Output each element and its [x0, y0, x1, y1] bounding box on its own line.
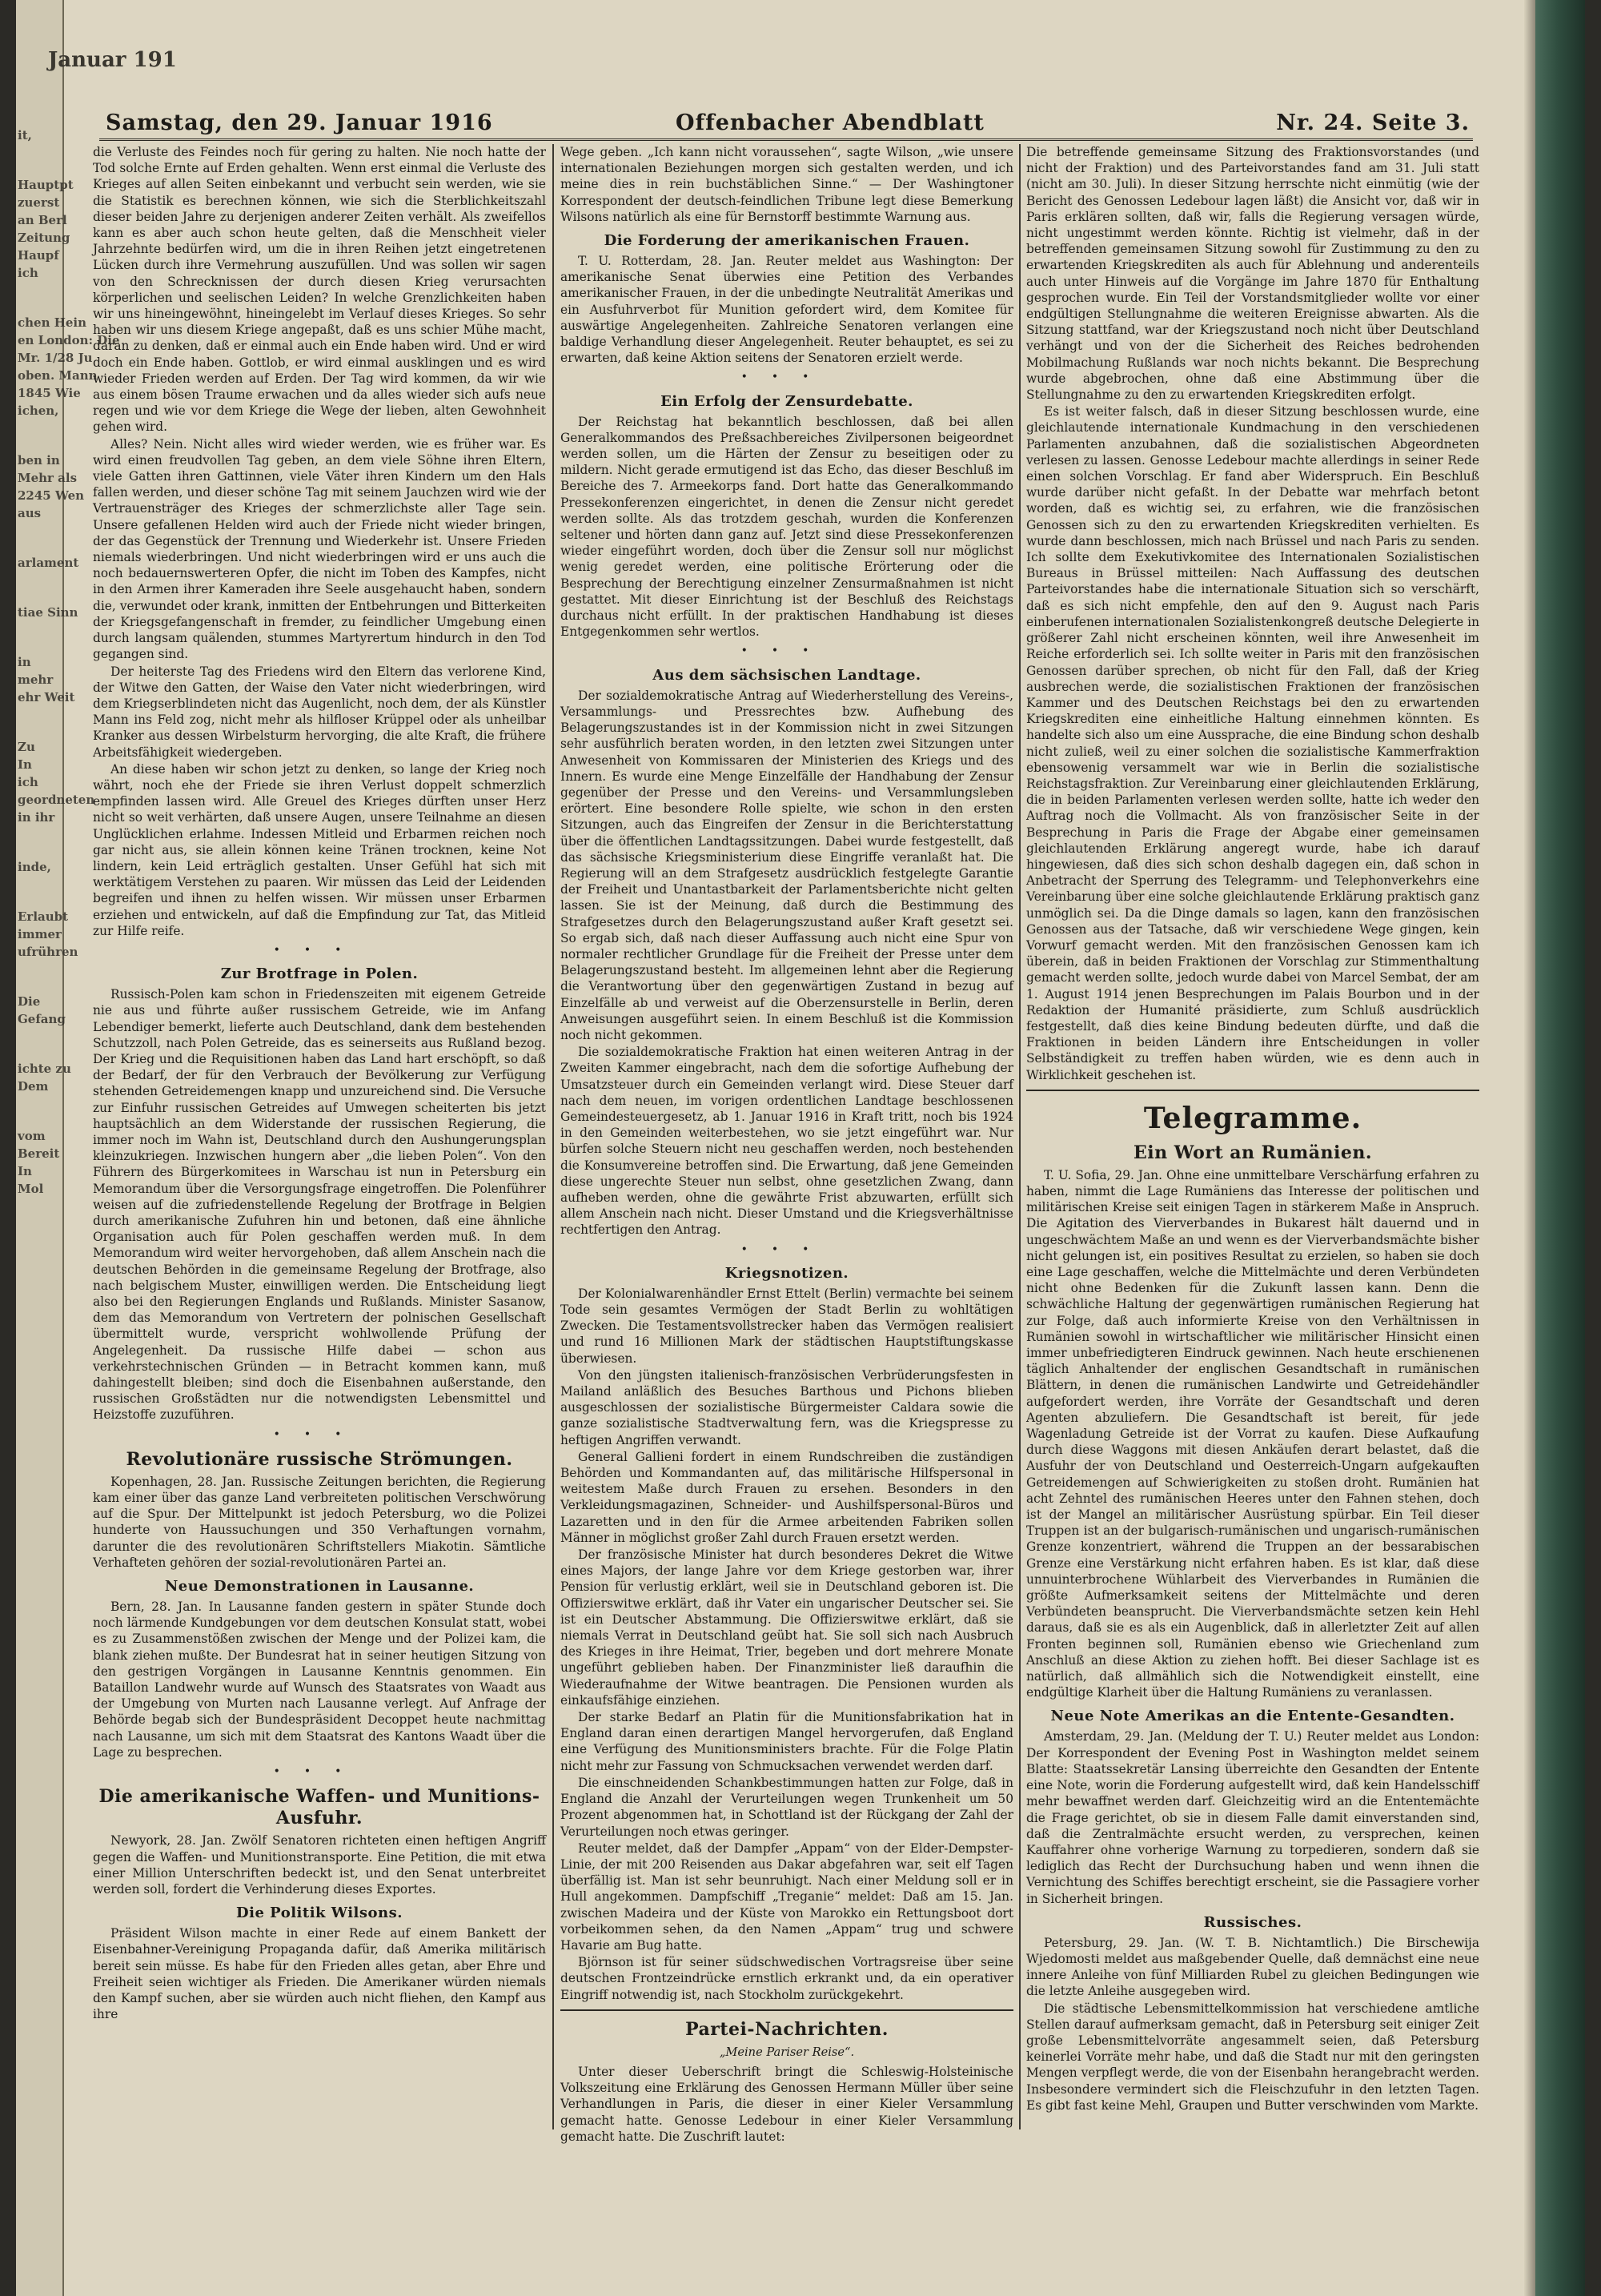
- article-paragraph: Der französische Minister hat durch besonderes Dekret die Witwe eines Majors, der lange Jahre vor dem Kriege gestorben war, ihrer Pension für verlustig erklärt, weil sie in Deutschland geboren ist. Die Offizierswitwe erklärt, daß ihr Vater ein ungarischer Deutscher sei. Sie ist ein Deutscher Abstammung. Die Offizierswitwe erklärt, daß sie niemals Verrat in Deutschland geübt hat. Sie soll sich nach Ausbruch des Krieges in ihre Heimat, Trier, begeben und dort mehrere Monate ungeführt geblieben haben. Der Finanzminister ließ daraufhin die Wiederaufnahme der Witwe beantragen. Die Pensionen wurden als einkaufsfähige einziehen.: [560, 1547, 1013, 1708]
- article-paragraph: T. U. Sofia, 29. Jan. Ohne eine unmittelbare Verschärfung erfahren zu haben, nimmt die Lage Rumäniens das Interesse der politischen und militärischen Kreise seit einigen Tagen in stärkerem Maße in Anspruch. Die Agitation des Vierverbandes in Bukarest hält dauernd und in ungeschwächtem Maße an und wenn es der Vierverbandsmächte bisher nicht gelungen ist, ein positives Resultat zu erzielen, so haben sie doch eine Lage geschaffen, welche die Mittelmächte und deren Verbündeten nicht ohne Bedenken für die Zukunft lassen kann. Denn die schwächliche Haltung der gegenwärtigen rumänischen Regierung hat zur Folge, daß auch informierte Kreise von den Verhältnissen in Rumänien sowohl in wirtschaftlicher wie militärischer Hinsicht einen immer unbefriedigteren Eindruck gewinnen. Nach heute erschienenen täglich Anhaltender der englischen Gesandtschaft in rumänischen Blättern, in denen die rumänischen Landwirte und Getreidehändler aufgefordert werden, ihre Vorräte der Gesandtschaft und deren Agenten abzuliefern. Die Gesandtschaft ist bereit, für jede Wagenladung Getreide ist der Vorrat zu kaufen. Diese Aufkaufung durch diese Waggons mit diesen Ankäufen derart belastet, daß die Ausfuhr der von Deutschland und Oesterreich-Ungarn aufgekauften Getreidemengen auf Schwierigkeiten zu stoßen droht. Rumänien hat acht Zehntel des rumänischen Heeres unter den Fahnen stehen, doch ist der Mangel an militärischer Ausrüstung spürbar. Ein Teil dieser Truppen ist an der bulgarisch-rumänischen und ungarisch-rumänischen Grenze konzentriert, während die Truppen an der bessarabischen Grenze eine Verstärkung nicht erfahren haben. Es ist klar, daß diese unnuinterbrochene Wühlarbeit des Vierverbandes in Rumänien die größte Aufmerksamkeit seitens der Mittelmächte und deren Verbündeten beansprucht. Die Vierverbandsmächte setzen kein Hehl daraus, daß sie es als ein Augenblick, daß in allerletzter Zeit auf allen Fronten beginnen soll, Rumänien ebenso wie Griechenland zum Anschluß an diese Aktion zu ziehen hofft. Bei dieser Sachlage ist es natürlich, daß allmählich sich die Notwendigkeit einstellt, eine endgültige Klarheit über die Haltung Rumäniens zu veranlassen.: [1026, 1167, 1479, 1700]
- adjacent-text-fragment: Zu: [18, 740, 35, 754]
- adjacent-text-fragment: it,: [18, 128, 32, 142]
- adjacent-text-fragment: aus: [18, 506, 42, 520]
- headline-partei: Partei-Nachrichten.: [685, 2018, 889, 2040]
- adjacent-text-fragment: In: [18, 1164, 32, 1178]
- column-2: [560, 144, 1013, 2144]
- article-paragraph: Die einschneidenden Schankbestimmungen hatten zur Folge, daß in England die Anzahl der Verurteilungen wegen Trunkenheit um 50 Prozent abgenommen hat, in Schottland ist der Rückgang der Zahl der Verurteilungen noch etwas geringer.: [560, 1775, 1013, 1839]
- article-paragraph: Die sozialdemokratische Fraktion hat einen weiteren Antrag in der Zweiten Kammer eingebracht, nach dem die sofortige Aufhebung der Umsatzsteuer durch ein Gemeinden verlangt wird. Diese Steuer darf nach dem neuen, im vorigen ordentlichen Landtage beschlossenen Gemeindesteuergesetz, ab 1. Januar 1916 in Kraft tritt, noch bis 1924 in den Gemeinden weiterbestehen, wo sie jetzt eingeführt war. Nur bürfen solche Steuern nicht neu geschaffen werden, noch bestehenden die Konsumvereine betroffen sind. Die Erwartung, daß jene Gemeinden diese ungerechte Steuer nun selbst, ohne gesetzlichen Zwang, dann aufheben werden, ohne die gewährte Frist abzuwarten, erfüllt sich allem Anschein nach nicht. Dieser Umstand und die Kriegsverhältnisse rechtfertigen den Antrag.: [560, 1045, 1013, 1238]
- adjacent-text-fragment: chen Hein: [18, 315, 87, 330]
- article-paragraph: Newyork, 28. Jan. Zwölf Senatoren richteten einen heftigen Angriff gegen die Waffen- und Munitionstransporte. Eine Petition, die mit etwa einer Million Unterschriften bedeckt ist, und den Senat unterbreitet werden soll, fordert die Verhinderung dieses Exportes.: [93, 1833, 546, 1897]
- headline-rumaenien: Ein Wort an Rumänien.: [1133, 1142, 1372, 1163]
- article-paragraph: Der sozialdemokratische Antrag auf Wiederherstellung des Vereins-, Versammlungs- und Pressrechtes bzw. Aufhebung des Belagerungszustandes ist in der Kommission nicht in zwei Sitzungen sehr ausführlich beraten worden, in den letzten zwei Sitzungen unter Anwesenheit von Kommissaren der Ministerien des Kriegs und des Innern. Es wurde eine Menge Einzelfälle der Handhabung der Zensur gegenüber der Presse und den Vereins- und Versammlungsleben erörtert. Eine besondere Rolle spielte, wie schon in den ersten Sitzungen, auch das Eingreifen der Zensur in die Berichterstattung über die öffentlichen Landtagssitzungen. Dabei wurde festgestellt, daß das sächsische Kriegsministerium diese Eingriffe veranlaßt hat. Die Regierung will an dem Strafgesetz ausdrücklich festgelegte Garantie der Freiheit und Unantastbarkeit der Parlamentsberichte nicht gelten lassen. Sie ist der Meinung, daß durch die Bestimmung des Strafgesetzes durch den Belagerungszustand außer Kraft gesetzt sei. So ergab sich, daß nach dieser Auffassung auch nicht eine Spur von normaler rechtlicher Grundlage für die Freiheit der Presse unter dem Belagerungszustand besteht. Im allgemeinen lehnt aber die Regierung die Verantwortung über den gegenwärtigen Zustand in bezug auf Einzelfälle ab und verweist auf die Oberzensurstelle in Berlin, deren Anweisungen ausgeführt seien. In einem Beschluß ist die Kommission noch nicht gekommen.: [560, 688, 1013, 1042]
- adjacent-text-fragment: In: [18, 757, 32, 772]
- adjacent-text-fragment: ich: [18, 266, 38, 280]
- adjacent-text-fragment: zuerst: [18, 195, 60, 210]
- section-separator: •••: [273, 1765, 366, 1779]
- section-separator: •••: [273, 1427, 366, 1441]
- article-paragraph: die Verluste des Feindes noch für gering zu halten. Nie noch hatte der Tod solche Ernte auf Erden gehalten. Wenn erst einmal die Verluste des Krieges auf allen Seiten einbekannt und verbucht sein werden, wie sie die Statistik es berechnen können, wie sich die Sterblichkeitszahl dieser beiden Jahre zu derjenigen anderer Zeiten verhält. Als zweifellos kann es aber auch schon heute gelten, daß die Menschheit vieler Jahrzehnte bedürfen wird, um die in ihren Reihen jetzt eingetretenen Lücken durch ihre Vermehrung auszufüllen. Und was sollen wir sagen von den Schrecknissen der durch diesen Krieg verursachten körperlichen und seelischen Leiden? In welche Grenzlichkeiten haben wir uns hineingewöhnt, hineingelebt im Verlauf dieses Krieges. So sehr haben wir uns diesem Kriege angepaßt, daß es uns schier Mühe macht, daran zu denken, daß er einmal auch ein Ende haben wird. Und er wird doch ein Ende haben. Gottlob, er wird einmal ausklingen und es wird wieder Frieden werden auf Erden. Der Tag wird kommen, da wir wie aus einem bösen Traume erwachen und da alles wieder sich aufs neue regen und wie vor dem Kriege die Wege der lieben, alten Gewohnheit gehen wird.: [93, 145, 546, 435]
- adjacent-text-fragment: ich: [18, 775, 38, 789]
- adjacent-text-fragment: Haupf: [18, 248, 59, 263]
- article-paragraph: Der Reichstag hat bekanntlich beschlossen, daß bei allen Generalkommandos des Preßsachbereiches Zivilpersonen beigeordnet werden sollen, um die Härten der Zensur zu beseitigen oder zu mildern. Nicht gerade ermutigend ist das Echo, das dieser Beschluß im Bereiche des 7. Armeekorps fand. Dort hatte das Generalkommando Pressekonferenzen eingerichtet, in denen die Zensur nicht geredet werden sollte. Als das trotzdem geschah, wurden die Konferenzen seltener und hörten dann ganz auf. Jetzt sind diese Pressekonferenzen wieder eingeführt worden, doch über die Zensur soll nur möglichst wenig geredet werden, eine politische Erörterung oder die Besprechung der Berechtigung einzelner Zensurmaßnahmen ist nicht gestattet. Mit dieser Einrichtung ist der Beschluß des Reichstags durchaus nicht erfüllt. In der praktischen Handhabung ist dieses Entgegenkommen sehr wertlos.: [560, 414, 1013, 640]
- column-rule: [1019, 144, 1021, 2129]
- subheadline-pariser-reise: „Meine Pariser Reise“.: [719, 2045, 855, 2059]
- article-paragraph: Wege geben. „Ich kann nicht voraussehen“, sagte Wilson, „wie unsere internationalen Beziehungen morgen sich gestalten werden, und ich meine dies in rein buchstäblichen Sinne.“ — Der Washingtoner Korrespondent der deutsch-feindlichen Tribune legt diese Bemerkung Wilsons natürlich als eine für Bernstorff bestimmte Warnung aus.: [560, 145, 1013, 224]
- article-paragraph: Petersburg, 29. Jan. (W. T. B. Nichtamtlich.) Die Birschewija Wjedomosti meldet aus maßgebender Quelle, daß demnächst eine neue innere Anleihe von fünf Milliarden Rubel zu gleichen Bedingungen wie die letzte Anleihe ausgegeben wird.: [1026, 1935, 1479, 1999]
- adjacent-text-fragment: in ihr: [18, 810, 55, 825]
- adjacent-text-fragment: Zeitung: [18, 231, 70, 245]
- article-paragraph: General Gallieni fordert in einem Rundschreiben die zuständigen Behörden und Kommandanten auf, das militärische Hilfspersonal in weitestem Maße durch Frauen zu ersehen. Besonders in den Verkleidungsmagazinen, Schneider- und Aushilfspersonal-Büros und Lazaretten und in den für die Armee arbeitenden Fabriken sollen Männer in möglichst großer Zahl durch Frauen ersetzt werden.: [560, 1449, 1013, 1545]
- section-separator: •••: [740, 1242, 833, 1256]
- article-paragraph: Björnson ist für seiner südschwedischen Vortragsreise über seine deutschen Frontzeindrücke ernstlich erkrankt und, da ein operativer Eingriff notwendig ist, nach Stockholm zurückgekehrt.: [560, 1955, 1013, 2002]
- section-separator: •••: [740, 644, 833, 658]
- headline-frauen: Die Forderung der amerikanischen Frauen.: [604, 232, 970, 250]
- article-paragraph: Bern, 28. Jan. In Lausanne fanden gestern in später Stunde doch noch lärmende Kundgebungen vor dem deutschen Konsulat statt, wobei es zu Zusammenstößen zwischen der Menge und der Polizei kam, die blank ziehen mußte. Der Bundesrat hat in seiner heutigen Sitzung von den gestrigen Vorgängen in Lausanne Kenntnis genommen. Ein Bataillon Landwehr wurde auf Wunsch des Staatsrates von Waadt aus der Umgebung von Murten nach Lausanne verlegt. Auf Anfrage der Behörde begab sich der Bundespräsident Decoppet heute nachmittag nach Lausanne, um sich mit dem Staatsrat des Kantons Waadt über die Lage zu besprechen.: [93, 1600, 546, 1760]
- headline-revolutionaere: Revolutionäre russische Strömungen.: [126, 1448, 513, 1470]
- article-paragraph: Reuter meldet, daß der Dampfer „Appam“ von der Elder-Dempster-Linie, der mit 200 Reisenden aus Dakar abgefahren war, seit elf Tagen überfällig ist. Man ist sehr beunruhigt. Nach einer Meldung soll er in Hull angekommen. Dampfschiff „Treganie“ meldet: Daß am 15. Jan. zwischen Madeira und der Küste von Marokko ein Rettungsboot dort vorbeikommen sehen, da den Namen „Appam“ trug und schwere Havarie am Bug hatte.: [560, 1840, 1013, 1953]
- adjacent-text-fragment: vom: [18, 1129, 46, 1143]
- column-1: [93, 144, 546, 2129]
- article-paragraph: Die städtische Lebensmittelkommission hat verschiedene amtliche Stellen darauf aufmerksam gemacht, daß in Petersburg seit einiger Zeit große Lebensmittelvorräte angesammelt seien, daß Petersburg keinerlei Vorräte mehr habe, und daß die Stadt nur mit den geringsten Mengen verpflegt werde, die von der Eisenbahn herangebracht werden. Insbesondere vermindert sich die Fleischzufuhr in den letzten Tagen. Es gibt fast keine Mehl, Graupen und Butter verschwinden vom Markte.: [1026, 2001, 1479, 2113]
- masthead: [99, 104, 1473, 141]
- adjacent-text-fragment: Bereit: [18, 1146, 60, 1161]
- adjacent-text-fragment: ichen,: [18, 403, 59, 418]
- column-3: [1026, 144, 1479, 2129]
- article-paragraph: Russisch-Polen kam schon in Friedenszeiten mit eigenem Getreide nie aus und führte außer russischem Getreide, wie im Anfang Lebendiger bemerkt, lieferte auch Deutschland, dank dem bestehenden Schutzzoll, nach Polen Getreide, das es seinerseits aus Rußland bezog. Der Krieg und die Requisitionen haben das Land hart erschöpft, so daß der Bedarf, der für den Verbrauch der Bevölkerung zur Verfügung stehenden Getreidemengen knapp und unzureichend sind. Die Versuche zur Einfuhr russischen Getreides auf Umwegen scheiterten bis jetzt hauptsächlich an dem Widerstande der russischen Regierung, die immer noch im Wahn ist, Deutschland durch den Aushungerungsplan kleinzukriegen. Inzwischen hungern aber „die lieben Polen“. Von den Führern des Bürgerkomitees in Warschau ist nun in Petersburg ein Memorandum über die Versorgungsfrage eingetroffen. Die Polenführer weisen auf die zufriedenstellende Regelung der Brotfrage in Belgien durch amerikanische Zufuhren hin und betonen, daß eine ähnliche Organisation auch für Polen geschaffen werden muß. In dem Memorandum wird weiter hervorgehoben, daß allem Anschein nach die deutschen Behörden in die gemeinsame Regelung der Brotfrage, also nach belgischem Muster, einwilligen werden. Die Entscheidung liegt also bei den Regierungen Englands und Rußlands. Minister Sasanow, dem das Memorandum von Vertretern der polnischen Gesellschaft übermittelt wurde, verspricht wohlwollende Prüfung der Angelegenheit. Da russische Hilfe dabei — schon aus verkehrstechnischen Gründen — in Betracht kommen kann, muß dahingestellt bleiben; sind doch die Eisenbahnen außerstande, den russischen Großstädten nur die notwendigsten Lebensmittel und Heizstoffe zuzuführen.: [93, 987, 546, 1423]
- page-number: Nr. 24. Seite 3.: [1276, 110, 1470, 135]
- article-paragraph: Präsident Wilson machte in einer Rede auf einem Bankett der Eisenbahner-Vereinigung Propaganda dafür, daß Amerika militärisch bereit sein müsse. Es habe für den Frieden alles getan, aber Ehre und Freiheit seien wichtiger als Frieden. Die Amerikaner würden niemals den Kampf suchen, aber sie würden auch nicht fliehen, den Kampf aus ihre: [93, 1926, 546, 2022]
- adjacent-text-fragment: 1845 Wie: [18, 386, 81, 400]
- adjacent-text-fragment: ben in: [18, 453, 60, 468]
- headline-wilson: Die Politik Wilsons.: [236, 1905, 403, 1922]
- article-paragraph: Der starke Bedarf an Platin für die Munitionsfabrikation hat in England daran einen derartigen Mangel hervorgerufen, daß England eine Verfügung des Munitionsministers brachte. Für die Folge Platin nicht mehr zur Fassung von Schmucksachen verwendet werden darf.: [560, 1710, 1013, 1773]
- newspaper-page: [16, 0, 1585, 2296]
- headline-russisches: Russisches.: [1203, 1913, 1302, 1931]
- newspaper-name: Offenbacher Abendblatt: [676, 110, 985, 135]
- section-divider: [560, 2009, 1013, 2011]
- article-paragraph: Von den jüngsten italienisch-französischen Verbrüderungsfesten in Mailand anläßlich des Besuches Barthous und Pichons blieben ausgeschlossen der sozialistische Bürgermeister Caldara sowie die ganze sozialistische Stadtverwaltung fern, was die Kriegspresse zu heftigen Angriffen verwandt.: [560, 1367, 1013, 1447]
- adjacent-text-fragment: Mehr als: [18, 471, 78, 485]
- adjacent-text-fragment: in: [18, 655, 31, 669]
- adjacent-text-fragment: ichte zu: [18, 1062, 71, 1076]
- adjacent-text-fragment: 2245 Wen: [18, 488, 85, 503]
- adjacent-page-header: Januar 191: [48, 48, 177, 72]
- adjacent-text-fragment: Die: [18, 994, 41, 1009]
- headline-brotfrage: Zur Brotfrage in Polen.: [220, 965, 419, 983]
- headline-zensur: Ein Erfolg der Zensurdebatte.: [660, 392, 913, 410]
- section-separator: •••: [273, 943, 366, 957]
- article-paragraph: Es ist weiter falsch, daß in dieser Sitzung beschlossen wurde, eine gleichlautende internationale Kundmachung in den verschiedenen Parlamenten anzubahnen, daß die sozialistischen Abgeordneten verlesen zu lassen. Genosse Ledebour machte allerdings in seiner Rede einen solchen Vorschlag. Er fand aber Widerspruch. Ein Beschluß wurde darüber nicht gefaßt. In der Debatte war mehrfach betont worden, daß es wichtig sei, zu erfahren, wie die französischen Genossen sich zu den zu erwartenden Kriegskrediten verhielten. Es wurde dann beschlossen, mich nach Brüssel und nach Paris zu senden. Ich sollte dem Exekutivkomitee des Internationalen Sozialistischen Bureaus in Brüssel mitteilen: Nach Auffassung des deutschen Parteivorstandes habe die internationale Situation sich so verschärft, daß es sich nicht empfehle, den auf den 9. August nach Paris einberufenen internationalen Sozialistenkongreß deutsche Delegierte in größerer Zahl nicht erscheinen könnten, weil ihre Anwesenheit im Reiche erforderlich sei. Ich sollte weiter in Paris mit den französischen Genossen darüber sprechen, ob nicht für den Fall, daß der Krieg ausbrechen werde, die sozialistischen Fraktionen der französischen Kammer und des Deutschen Reichstags bei den zu erwartenden Kriegskrediten eine einheitliche Haltung einnehmen könnten. Es handelte sich also um eine Aussprache, die eine Bindung schon deshalb nicht zuließ, weil zu einer solchen die sozialistische Kammerfraktion ebensowenig versammelt war wie in Berlin die sozialistische Reichstagsfraktion. Zur Vereinbarung einer gleichlautenden Erklärung, die in beiden Parlamenten verlesen werden sollte, hatte ich weder den Auftrag noch die Vollmacht. Als von französischer Seite in der Besprechung in Paris die Frage der Abgabe einer gemeinsamen gleichlautenden Erklärung angeregt wurde, habe ich darauf hingewiesen, daß dies sich schon deshalb dagegen ein, daß schon in Anbetracht der Sperrung des Telegramm- und Telephonverkehrs eine Vereinbarung über eine solche gleichlautende Erklärung praktisch ganz unmöglich sei. Da die Dinge damals so lagen, kann den französischen Genossen aus der Tatsache, daß wir verschiedene Wege gingen, kein Vorwurf gemacht werden. Mit den französischen Genossen kam ich überein, daß in beiden Fraktionen der Vorschlag zur Stimmenthaltung gemacht werden sollte, jedoch wurde dabei von Marcel Sembat, der am 1. August 1914 jenen Besprechungen im Palais Bourbon und in der Redaktion der Humanité präsidierte, zum Schluß ausdrücklich festgestellt, daß dies keine Bindung bedeuten dürfte, und daß die Fraktionen in beiden Ländern ihre Entscheidungen in voller Selbständigkeit zu treffen haben würden, wie es denn auch in Wirklichkeit geschehen ist.: [1026, 404, 1479, 1082]
- adjacent-text-fragment: arlament: [18, 556, 79, 570]
- article-paragraph: Alles? Nein. Nicht alles wird wieder werden, wie es früher war. Es wird einen freudvollen Tag geben, an dem viele Söhne ihren Eltern, viele Gatten ihren Gattinnen, viele Väter ihren Kindern um den Hals fallen werden, und dieser schöne Tag mit seinem Jauchzen wird wie der Vertrauensträger des Krieges der schmerzlichste aller Tage sein. Unsere gefallenen Helden wird auch der Friede nicht wieder bringen, der das Gegenstück der Trennung und Wiederkehr ist. Unsere Frieden niemals wiederbringen. Und nicht wiederbringen wird er uns auch die noch bedauernswerteren Opfer, die nicht im Toben des Kampfes, nicht in den Armen ihrer Kameraden ihre Seele ausgehaucht haben, sondern die, verwundet oder krank, inmitten der Entbehrungen und Bitterkeiten der Kriegsgefangenschaft in fremder, zu feindlicher Umgebung einen durch langsam quälenden, stummes Martyrertum hindurch in den Tod gegangen sind.: [93, 436, 546, 662]
- article-paragraph: Kopenhagen, 28. Jan. Russische Zeitungen berichten, die Regierung kam einer über das ganze Land verbreiteten politischen Verschwörung auf die Spur. Der Mittelpunkt ist jedoch Petersburg, wo die Polizei hunderte von Haussuchungen und 350 Verhaftungen vornahm, darunter die des revolutionären Schriftstellers Miakotin. Sämtliche Verhafteten gehören der sozial-revolutionären Partei an.: [93, 1474, 546, 1570]
- adjacent-text-fragment: ufrühren: [18, 945, 78, 959]
- article-paragraph: Die betreffende gemeinsame Sitzung des Fraktionsvorstandes (und nicht der Fraktion) und des Parteivorstandes fand am 31. Juli statt (nicht am 30. Juli). In dieser Sitzung herrschte nicht einmütig (wie der Bericht des Genossen Ledebour lagen läßt) die Ansicht vor, daß wir in Paris erklären sollten, daß wir, falls die Regierung versagen würde, nicht ungestimmt werden könnte. Richtig ist vielmehr, daß in der betreffenden gemeinsamen Sitzung sowohl für Zustimmung zu den zu erwartenden Kriegskrediten als auch für Ablehnung und anderenteils auch unter Hinweis auf die Vorgänge im Jahre 1870 für Enthaltung gesprochen wurde. Ein Teil der Vorstandsmitglieder wollte vor einer endgültigen Stellungnahme die weiteren Ereignisse abwarten. Als die Sitzung stattfand, war der Kriegszustand noch nicht über Deutschland verhängt und von der die Sicherheit des Reiches bedrohenden Mobilmachung Rußlands war noch nichts bekannt. Die Besprechung wurde abgebrochen, ohne daß eine Abstimmung über die Stellungnahme zu den zu erwartenden Kriegskrediten erfolgt.: [1026, 145, 1479, 403]
- headline-lausanne: Neue Demonstrationen in Lausanne.: [164, 1578, 475, 1596]
- section-separator: •••: [740, 371, 833, 384]
- article-paragraph: T. U. Rotterdam, 28. Jan. Reuter meldet aus Washington: Der amerikanische Senat überwies eine Petition des Verbandes amerikanischer Frauen, in der die unbedingte Neutralität Amerikas und ein Ausfuhrverbot für Munition gefordert wird, dem Komitee für auswärtige Angelegenheiten. Zahlreiche Senatoren verlangen eine baldige Verhandlung dieser Angelegenheit. Reuter behauptet, es sei zu erwarten, daß keine Aktion seitens der Senatoren erzielt werde.: [560, 254, 1013, 366]
- adjacent-text-fragment: Mr. 1/28 Ju: [18, 351, 93, 365]
- article-paragraph: Der Kolonialwarenhändler Ernst Ettelt (Berlin) vermachte bei seinem Tode sein gesamtes Vermögen der Stadt Berlin zu wohltätigen Zwecken. Die Testamentsvollstrecker haben das Vermögen realisiert und rund 16 Millionen Mark der städtischen Hauptstiftungskasse überwiesen.: [560, 1286, 1013, 1366]
- column-rule: [552, 144, 554, 2129]
- adjacent-text-fragment: Hauptpt: [18, 178, 74, 192]
- volume-binding: [1535, 0, 1585, 2296]
- issue-date: Samstag, den 29. Januar 1916: [106, 110, 493, 135]
- article-paragraph: An diese haben wir schon jetzt zu denken, so lange der Krieg noch währt, noch ehe der Friede sie ihren Verlust doppelt schmerzlich empfinden lassen wird. Alle Greuel des Krieges dürften unser Herz nicht so weit verhärten, daß unsere Augen, unsere Teilnahme an diesen Unglücklichen erlahme. Indessen Mitleid und Erbarmen reichen noch gar nicht aus, sie allein können keine Tränen trocknen, keine Not lindern, kein Leid erträglich gestalten. Unser Gefühl hat sich mit werktätigem Verstehen zu paaren. Wir müssen das Leid der Leidenden begreifen und ihnen zu helfen wissen. Wir müssen unser Erbarmen erziehen und entwickeln, auf daß die Empfindung zur Tat, das Mitleid zur Hilfe reife.: [93, 761, 546, 938]
- adjacent-text-fragment: inde,: [18, 860, 51, 874]
- headline-landtag: Aus dem sächsischen Landtage.: [652, 666, 921, 684]
- adjacent-text-fragment: Gefang: [18, 1012, 66, 1026]
- headline-kriegsnotizen: Kriegsnotizen.: [724, 1264, 849, 1282]
- adjacent-text-fragment: Mol: [18, 1182, 44, 1196]
- article-paragraph: Der heiterste Tag des Friedens wird den Eltern das verlorene Kind, der Witwe den Gatten, der Waise den Vater nicht wiederbringen, wird dem Kriegserblindeten nicht das Augenlicht, noch dem, der als Künstler Mann ins Feld zog, nicht mehr als hilfloser Krüppel oder als unheilbar Kranker aus dessen Wirbelsturm hervorging, die alte Kraft, die frühere Arbeitsfähigkeit wiedergeben.: [93, 664, 546, 760]
- adjacent-text-fragment: geordneten: [18, 793, 95, 807]
- headline-waffen: Die amerikanische Waffen- und Munitions-Ausfuhr.: [98, 1786, 540, 1829]
- headline-note-amerikas: Neue Note Amerikas an die Entente-Gesandten.: [1050, 1708, 1455, 1725]
- article-paragraph: Unter dieser Ueberschrift bringt die Schleswig-Holsteinische Volkszeitung eine Erklärung des Genossen Hermann Müller über seine Verhandlungen in Paris, die dieser in einer Kieler Versammlung gemacht hatte. Genosse Ledebour in einer Kieler Versammlung gemacht hatte. Die Zuschrift lautet:: [560, 2064, 1013, 2144]
- adjacent-text-fragment: Dem: [18, 1079, 49, 1094]
- headline-telegramme: Telegramme.: [1143, 1101, 1362, 1135]
- adjacent-text-fragment: ehr Weit: [18, 690, 75, 704]
- adjacent-text-fragment: mehr: [18, 672, 54, 687]
- adjacent-text-fragment: immer: [18, 927, 62, 941]
- adjacent-text-fragment: tiae Sinn: [18, 605, 78, 620]
- adjacent-text-fragment: an Berl: [18, 213, 67, 227]
- adjacent-text-fragment: en London: Die: [18, 333, 120, 347]
- adjacent-text-fragment: Erlaubt: [18, 909, 69, 924]
- section-divider: [1026, 1090, 1479, 1091]
- article-paragraph: Amsterdam, 29. Jan. (Meldung der T. U.) Reuter meldet aus London: Der Korrespondent der Evening Post in Washington meldet seinem Blatte: Staatssekretär Lansing überreichte den Gesandten der Entente eine Note, worin die Forderung aufgestellt wird, daß kein Handelsschiff mehr bewaffnet werden darf. Gleichzeitig wird an die Ententemächte die Frage gerichtet, ob sie in diesem Falle damit einverstanden sind, daß die Zentralmächte ersucht werden, zu versprechen, keinen Kauffahrer ohne vorherige Warnung zu torpedieren, sondern daß sie lediglich das Recht der Durchsuchung haben und wenn ihnen die Vernichtung des Schiffes berechtigt erscheint, sie die Passagiere vorher in Sicherheit bringen.: [1026, 1729, 1479, 1906]
- binder-edge: [1524, 0, 1535, 2296]
- adjacent-text-fragment: oben. Mann: [18, 368, 98, 383]
